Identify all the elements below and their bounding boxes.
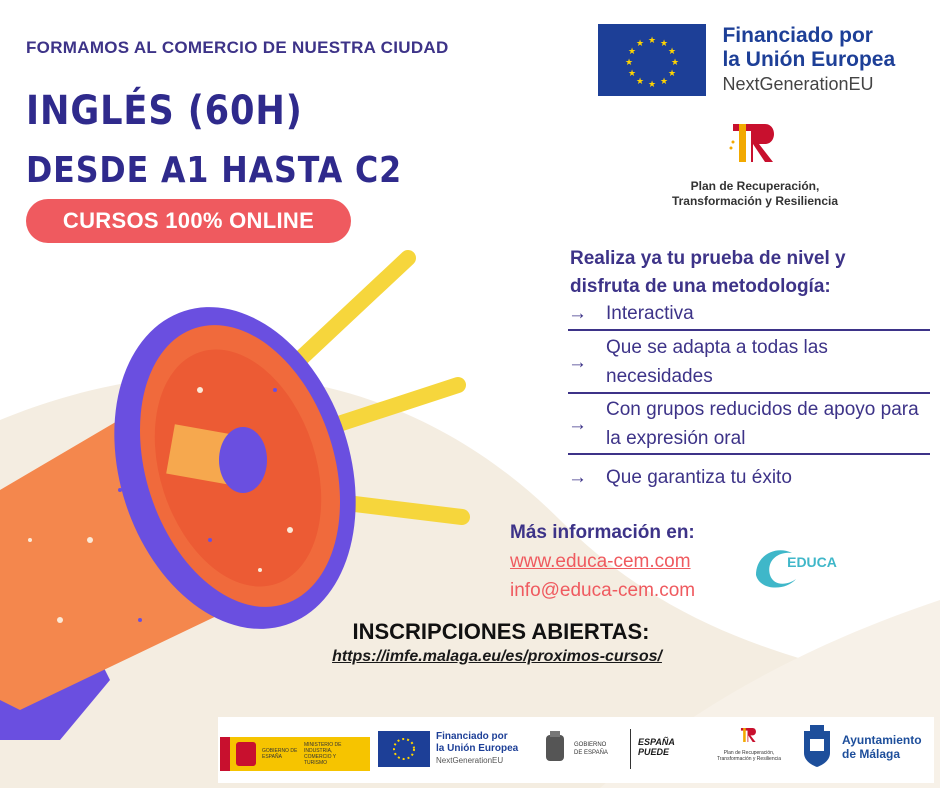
website-link[interactable]: www.educa-cem.com xyxy=(510,551,691,572)
cem-text: CEM xyxy=(776,571,788,577)
wave-icon xyxy=(752,545,852,590)
footer-eu-line3: NextGenerationEU xyxy=(436,756,504,765)
list-item xyxy=(568,460,930,494)
list-item xyxy=(568,395,930,455)
recovery-plan-logo xyxy=(660,118,850,209)
svg-text:★: ★ xyxy=(667,47,677,57)
svg-text:★: ★ xyxy=(627,69,637,79)
tagline: FORMAMOS AL COMERCIO DE NUESTRA CIUDAD xyxy=(26,38,449,57)
footer-eu-line2: la Unión Europea xyxy=(436,743,519,754)
educa-text: EDUCA xyxy=(787,554,837,570)
tr-logo-icon xyxy=(725,118,785,168)
course-title: INGLÉS (60H) xyxy=(26,88,303,134)
malaga-shield-icon xyxy=(800,723,834,769)
ministry-logo xyxy=(220,737,370,771)
eu-small-text xyxy=(436,731,536,767)
tr-small-icon xyxy=(738,725,760,745)
course-level: DESDE A1 HASTA C2 xyxy=(26,150,403,191)
spain-flag-stripe xyxy=(220,737,230,771)
tr-small-line2: Transformación y Resiliencia xyxy=(716,756,781,762)
list-item xyxy=(568,332,930,394)
list-item xyxy=(568,297,930,331)
methodology-intro: Realiza ya tu prueba de nivel y disfruta de una metodología: xyxy=(570,248,846,297)
svg-text:★: ★ xyxy=(659,39,669,49)
svg-text:★: ★ xyxy=(647,36,657,46)
footer-logos xyxy=(218,717,934,783)
list-item-label: Que garantiza tu éxito xyxy=(606,466,792,488)
svg-text:★: ★ xyxy=(635,39,645,49)
eu-line3: NextGenerationEU xyxy=(722,74,874,94)
espana-text: ESPAÑA xyxy=(638,737,675,747)
espana-puede-logo xyxy=(638,737,698,757)
svg-text:★: ★ xyxy=(635,77,645,87)
online-badge: CURSOS 100% ONLINE xyxy=(26,199,351,243)
list-item-label: Con grupos reducidos de apoyo para la expresión oral xyxy=(606,399,919,449)
eu-flag-icon xyxy=(598,24,706,96)
info-heading: Más información en: xyxy=(510,522,695,543)
eu-flag-small-icon xyxy=(378,731,430,767)
list-item-label: Interactiva xyxy=(606,302,694,324)
gobierno-text: GOBIERNO DE ESPAÑA xyxy=(574,742,608,756)
email-link[interactable]: info@educa-cem.com xyxy=(510,580,696,601)
eu-funding-badge xyxy=(598,24,895,96)
registration-heading: INSCRIPCIONES ABIERTAS: xyxy=(352,619,650,644)
arrow-right-icon: → xyxy=(568,466,587,488)
svg-text:★: ★ xyxy=(659,77,669,87)
tr-small-logo xyxy=(704,725,794,762)
svg-text:★: ★ xyxy=(647,80,657,90)
svg-text:★: ★ xyxy=(667,69,677,79)
ministry-gov-text: GOBIERNO DE ESPAÑA xyxy=(262,748,298,760)
registration-link[interactable]: https://imfe.malaga.eu/es/proximos-cursos/ xyxy=(332,648,662,665)
divider xyxy=(630,729,631,769)
ministry-name-text: MINISTERIO DE INDUSTRIA, COMERCIO Y TURISMO xyxy=(304,742,342,766)
tr-small-line1: Plan de Recuperación, xyxy=(723,750,775,756)
tr-line1: Plan de Recuperación, xyxy=(690,179,820,193)
eu-line2: la Unión Europea xyxy=(722,48,896,71)
tr-line2: Transformación y Resiliencia xyxy=(671,194,839,208)
list-item-label: Que se adapta a todas las necesidades xyxy=(606,337,828,387)
malaga-text xyxy=(842,733,934,761)
coat-of-arms-icon xyxy=(236,742,256,766)
ayto-line2: de Málaga xyxy=(842,747,901,761)
arrow-right-icon: → xyxy=(568,351,587,373)
svg-text:★: ★ xyxy=(670,58,680,68)
arrow-right-icon: → xyxy=(568,413,587,435)
ayto-line1: Ayuntamiento xyxy=(842,733,922,747)
educa-cem-logo xyxy=(752,545,852,590)
eu-line1: Financiado por xyxy=(722,24,873,47)
puede-text: PUEDE xyxy=(638,747,670,757)
arrow-right-icon: → xyxy=(568,302,587,324)
gobierno-shield-icon xyxy=(540,729,570,769)
footer-eu-line1: Financiado por xyxy=(436,731,508,742)
svg-text:★: ★ xyxy=(624,58,634,68)
svg-text:★: ★ xyxy=(627,47,637,57)
